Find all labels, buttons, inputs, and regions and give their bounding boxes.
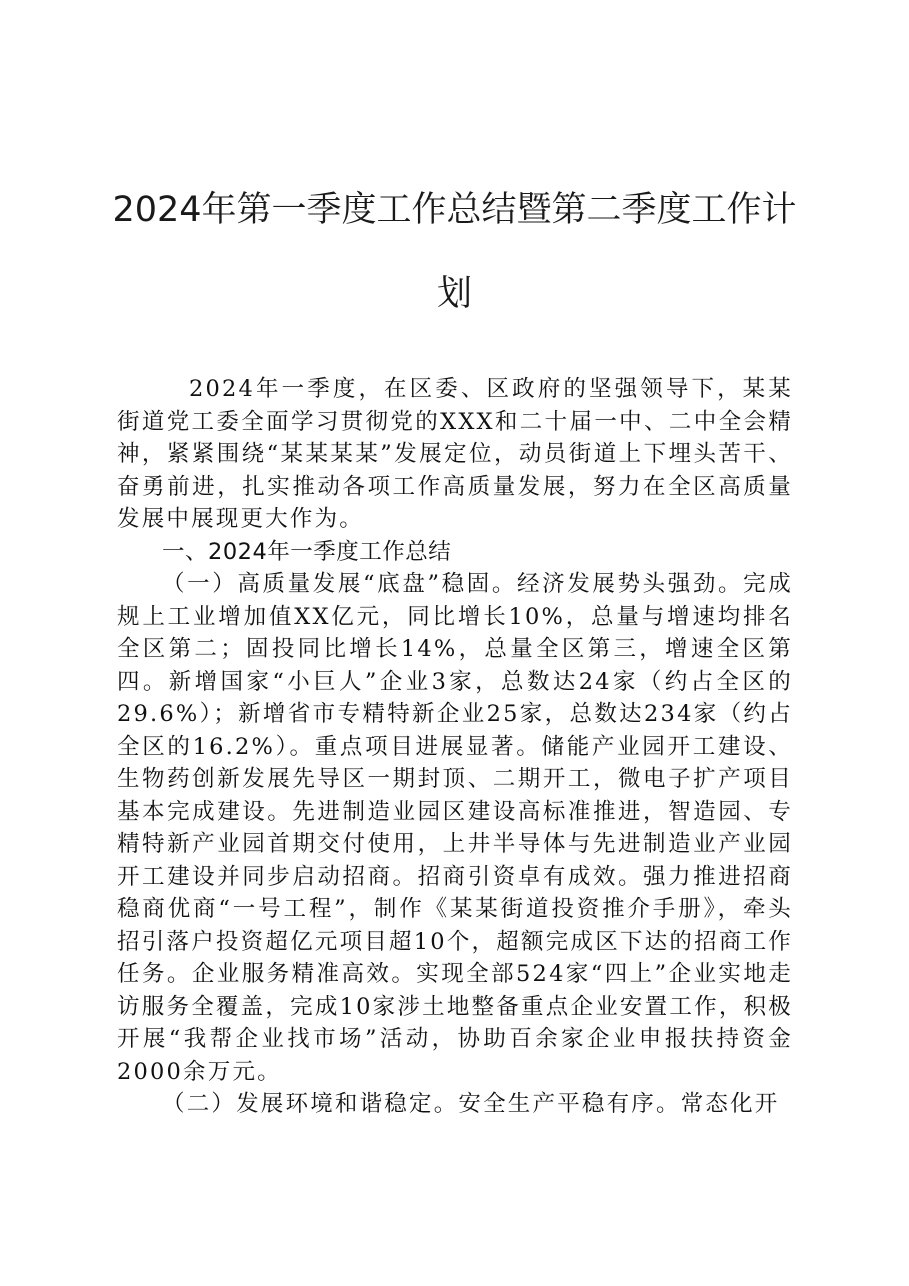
paragraph-economy: （一）高质量发展“底盘”稳固。经济发展势头强劲。完成规上工业增加值XX亿元，同比增长10%，总量与增速均排名全区第二；固投同比增长14%，总量全区第三，增速全区第四。新增国家“小巨人”企业3家，总数达24家（约占全区的29.6%）；新增省市专精特新企业25家，总数达234家（约占全区的16.2%）。重点项目进展显著。储能产业园开工建设、生物药创新发展先导区一期封顶、二期开工，微电子扩产项目基本完成建设。先进制造业园区建设高标准推进，智造园、专精特新产业园首期交付使用，上井半导体与先进制造业产业园开工建设并同步启动招商。招商引资卓有成效。强力推进招商稳商优商“一号工程”，制作《某某街道投资推介手册》，牵头招引落户投资超亿元项目超10个，超额完成区下达的招商工作任务。企业服务精准高效。实现全部524家“四上”企业实地走访服务全覆盖，完成10家涉土地整备重点企业安置工作，积极开展“我帮企业找市场”活动，协助百余家企业申报扶持资金2000余万元。 (117, 571, 793, 1085)
paragraph-environment: （二）发展环境和谐稳定。安全生产平稳有序。常态化开 (162, 1091, 780, 1117)
intro-paragraph: 2024年一季度，在区委、区政府的坚强领导下，某某街道党工委全面学习贯彻党的XXX和二十届一中、二中全会精神，紧紧围绕“某某某某”发展定位，动员街道上下埋头苦干、奋勇前进，扎实推动各项工作高质量发展，努力在全区高质量发展中展现更大作为。 (117, 376, 793, 532)
document-body (117, 373, 793, 1121)
document-title: 2024年第一季度工作总结暨第二季度工作计划 (112, 190, 797, 314)
section-heading-1: 一、2024年一季度工作总结 (162, 538, 452, 565)
